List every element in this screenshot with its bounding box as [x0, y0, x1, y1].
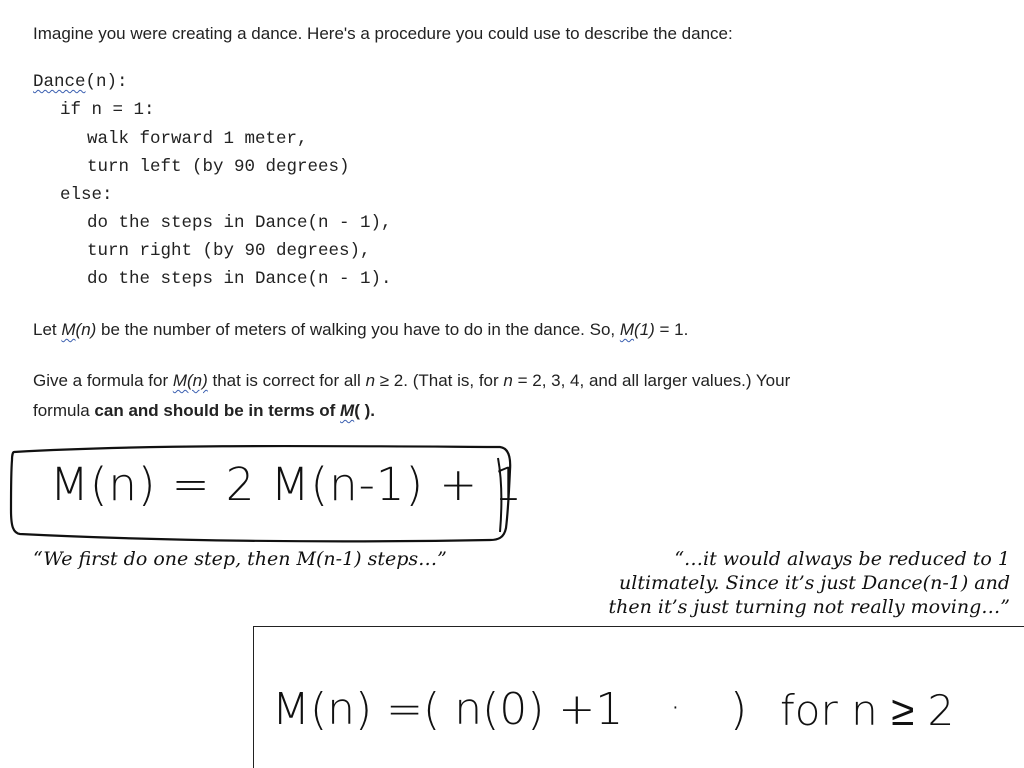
code-line: turn right (by 90 degrees), — [87, 241, 371, 261]
quote-right-line: ultimately. Since it’s just Dance(n-1) and — [619, 572, 1010, 594]
answer-2-dot: · — [670, 688, 681, 728]
prompt-bold-end: ( ). — [354, 401, 375, 420]
answer-2-expression: M(n) =( n(0) +1 — [272, 684, 624, 735]
code-line: turn left (by 90 degrees) — [87, 157, 350, 177]
prompt-mn: M(n) — [172, 371, 208, 390]
answer-2-condition: for n ≥ 2 — [780, 686, 955, 735]
definition-m: M — [61, 320, 76, 339]
answer-1-handwritten: M(n) = 2 M(n-1) + 1 — [50, 458, 523, 511]
prompt-b: that is correct for all — [207, 371, 366, 390]
quote-right — [608, 547, 1010, 619]
code-header — [33, 72, 128, 92]
definition-mid: be the number of meters of walking you have to do in the dance. So, — [96, 320, 620, 339]
code-function-name: Dance — [33, 72, 86, 92]
code-line: walk forward 1 meter, — [87, 129, 308, 149]
prompt-e: formula — [33, 401, 95, 420]
definition-arg: (n) — [75, 320, 97, 339]
quote-right-line: then it’s just turning not really moving…” — [608, 596, 1010, 618]
prompt-bold: can and should be in terms of — [94, 401, 341, 420]
prompt-c: ≥ 2. (That is, for — [375, 371, 504, 390]
prompt-d: = 2, 3, 4, and all larger values.) Your — [512, 371, 791, 390]
code-line: do the steps in Dance(n - 1). — [87, 269, 392, 289]
prompt-n1: n — [365, 371, 376, 390]
code-line: do the steps in Dance(n - 1), — [87, 213, 392, 233]
definition-arg1: (1) — [634, 320, 655, 339]
code-header-args: (n): — [85, 72, 128, 92]
definition-text — [33, 320, 688, 340]
intro-text: Imagine you were creating a dance. Here's a procedure you could use to describe the dance: — [33, 24, 733, 43]
prompt-n2: n — [503, 371, 513, 390]
definition-m1: M — [619, 320, 635, 339]
quote-right-line: “…it would always be reduced to 1 — [674, 548, 1010, 570]
code-line: if n = 1: — [60, 100, 155, 120]
answer-2-close-paren: ) — [730, 684, 748, 735]
prompt-a: Give a formula for — [33, 371, 173, 390]
prompt-bold-m: M — [340, 401, 355, 420]
prompt-line-1 — [33, 371, 790, 391]
code-line: else: — [60, 185, 113, 205]
prompt-line-2 — [33, 401, 375, 421]
quote-left: “We first do one step, then M(n-1) steps…” — [33, 548, 447, 570]
definition-pre: Let — [33, 320, 62, 339]
definition-end: = 1. — [654, 320, 689, 339]
